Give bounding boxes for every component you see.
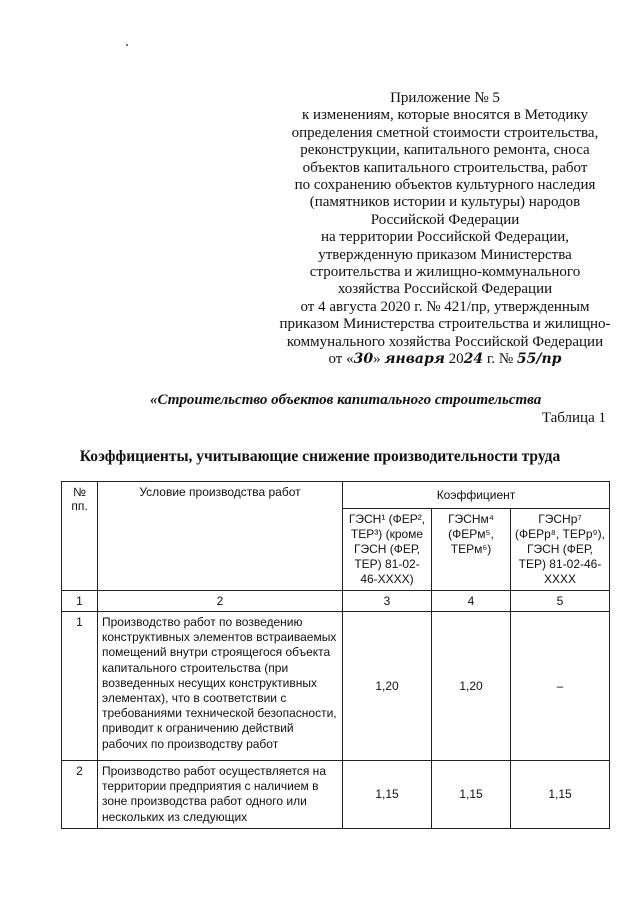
header-gesn: ГЭСН¹ (ФЕР², ТЕР³) (кроме ГЭСН (ФЕР, ТЕР) 81-02-46-XXXX) [343, 509, 432, 591]
row-num: 2 [62, 761, 98, 829]
header-coefficient: Коэффициент [343, 482, 610, 509]
header-num: № пп. [62, 482, 98, 591]
appendix-line: реконструкции, капитального ремонта, сноса [300, 142, 590, 159]
header-condition: Условие производства работ [98, 482, 343, 591]
appendix-line: строительства и жилищно-коммунального [309, 264, 581, 281]
order-prefix: от « [328, 351, 354, 368]
row-c4: 1,20 [432, 612, 511, 761]
appendix-line: к изменениям, которые вносятся в Методику [301, 107, 589, 124]
scan-speck [126, 44, 128, 46]
row-condition: Производство работ по возведению конструктивных элементов встраиваемых помещений внутри строящегося объекта капитального строительства (при возведенных несущих конструктивных элементах), что в соответствии с требованиями технической безопасности, приводит к ограничению действий рабочих по производству работ [98, 612, 343, 761]
order-month: января [384, 351, 445, 368]
order-day: 30 [353, 351, 374, 368]
index-cell: 3 [343, 591, 432, 612]
order-year-suffix: г. № [483, 351, 517, 368]
row-c4: 1,15 [432, 761, 511, 829]
appendix-line: определения сметной стоимости строительства, [291, 124, 599, 141]
appendix-line: (памятников истории и культуры) народов [309, 194, 581, 211]
order-year-prefix: 20 [444, 351, 464, 368]
appendix-header [270, 90, 620, 369]
table-row [62, 761, 610, 829]
appendix-line: на территории Российской Федерации, [320, 229, 570, 246]
row-c5: – [511, 612, 610, 761]
appendix-line: хозяйства Российской Федерации [337, 281, 553, 298]
table-title: Коэффициенты, учитывающие снижение производительности труда [79, 448, 561, 465]
order-number: 55/пр [516, 351, 562, 368]
order-date-line [270, 351, 620, 368]
coefficients-table [61, 481, 610, 829]
index-cell: 2 [98, 591, 343, 612]
table-number: Таблица 1 [541, 410, 606, 426]
appendix-line: Российской Федерации [370, 211, 520, 228]
header-gesnr: ГЭСНр⁷ (ФЕРр⁸, ТЕРр⁹), ГЭСН (ФЕР, ТЕР) 81-02-46-XXXX [511, 509, 610, 591]
row-c3: 1,20 [343, 612, 432, 761]
section-title: «Строительство объектов капитального строительства [150, 392, 542, 408]
appendix-line: от 4 августа 2020 г. № 421/пр, утвержденным [300, 298, 590, 315]
appendix-line: объектов капитального строительства, работ [302, 159, 588, 176]
appendix-line: утвержденную приказом Министерства [318, 246, 572, 263]
row-c3: 1,15 [343, 761, 432, 829]
table-row [62, 612, 610, 761]
index-cell: 5 [511, 591, 610, 612]
row-num: 1 [62, 612, 98, 761]
appendix-line: приказом Министерства строительства и жилищно- [279, 316, 611, 333]
row-condition: Производство работ осуществляется на территории предприятия с наличием в зоне производства работ одного или нескольких из следующих [98, 761, 343, 829]
appendix-title: Приложение № 5 [390, 90, 500, 106]
header-gesnm: ГЭСНм⁴ (ФЕРм⁵, ТЕРм⁶) [432, 509, 511, 591]
index-cell: 1 [62, 591, 98, 612]
appendix-line: по сохранению объектов культурного наследия [294, 177, 596, 194]
row-c5: 1,15 [511, 761, 610, 829]
order-year: 24 [463, 351, 484, 368]
index-cell: 4 [432, 591, 511, 612]
order-mid: » [373, 351, 385, 368]
appendix-line: коммунального хозяйства Российской Федерации [286, 333, 604, 350]
index-row [62, 591, 610, 612]
